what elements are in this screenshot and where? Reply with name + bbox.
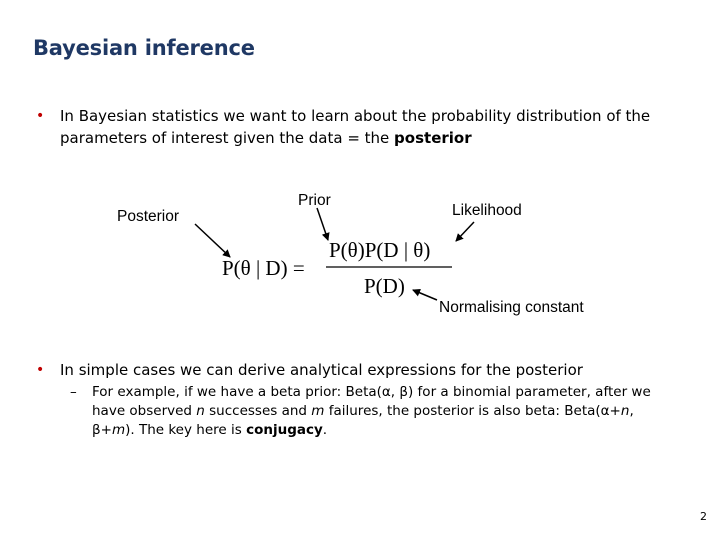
prior-arrow — [317, 208, 328, 240]
normalising-arrow — [413, 290, 437, 300]
sub-text-5: ). The key here is — [125, 422, 247, 438]
formula-numerator: P(θ)P(D | θ) — [329, 238, 431, 262]
sub-bullet-beta-example — [70, 383, 677, 440]
bullet1-bold: posterior — [394, 129, 472, 147]
sub-text-1: For example, if we have a beta prior: Beta(α, β) for a binomial parameter, after we have observed — [92, 384, 651, 419]
sub-text-2: successes and — [204, 403, 312, 419]
sub-var-n: n — [196, 403, 205, 419]
likelihood-arrow — [456, 222, 474, 241]
formula-lhs: P(θ | D) = — [222, 256, 305, 280]
sub-text-3: failures, the posterior is also beta: Beta(α+ — [324, 403, 621, 419]
sub-text-6: . — [322, 422, 328, 438]
posterior-arrow — [195, 224, 230, 257]
label-prior: Prior — [298, 192, 331, 209]
label-posterior: Posterior — [117, 208, 180, 225]
label-likelihood: Likelihood — [452, 202, 522, 219]
sub-var-m: m — [311, 403, 325, 419]
bullet2-text: In simple cases we can derive analytical expressions for the posterior — [60, 361, 583, 379]
label-normalising-constant: Normalising constant — [439, 299, 584, 316]
bullet-dot: • — [36, 362, 45, 378]
sub-var-m2: m — [111, 422, 126, 438]
sub-var-n2: n — [620, 403, 630, 419]
slide-title: Bayesian inference — [33, 36, 255, 60]
bullet-dot: • — [36, 108, 45, 124]
page-number: 2 — [700, 510, 707, 523]
bullet1-text: In Bayesian statistics we want to learn about the probability distribution of the parameters of interest given the data = the — [60, 107, 651, 147]
sub-bold-conjugacy: conjugacy — [246, 422, 323, 438]
formula-denominator: P(D) — [364, 274, 405, 298]
bullet-analytical-expressions — [36, 359, 680, 381]
sub-text-4: , β+ — [92, 403, 634, 438]
sub-bullet-dash: – — [70, 384, 77, 400]
